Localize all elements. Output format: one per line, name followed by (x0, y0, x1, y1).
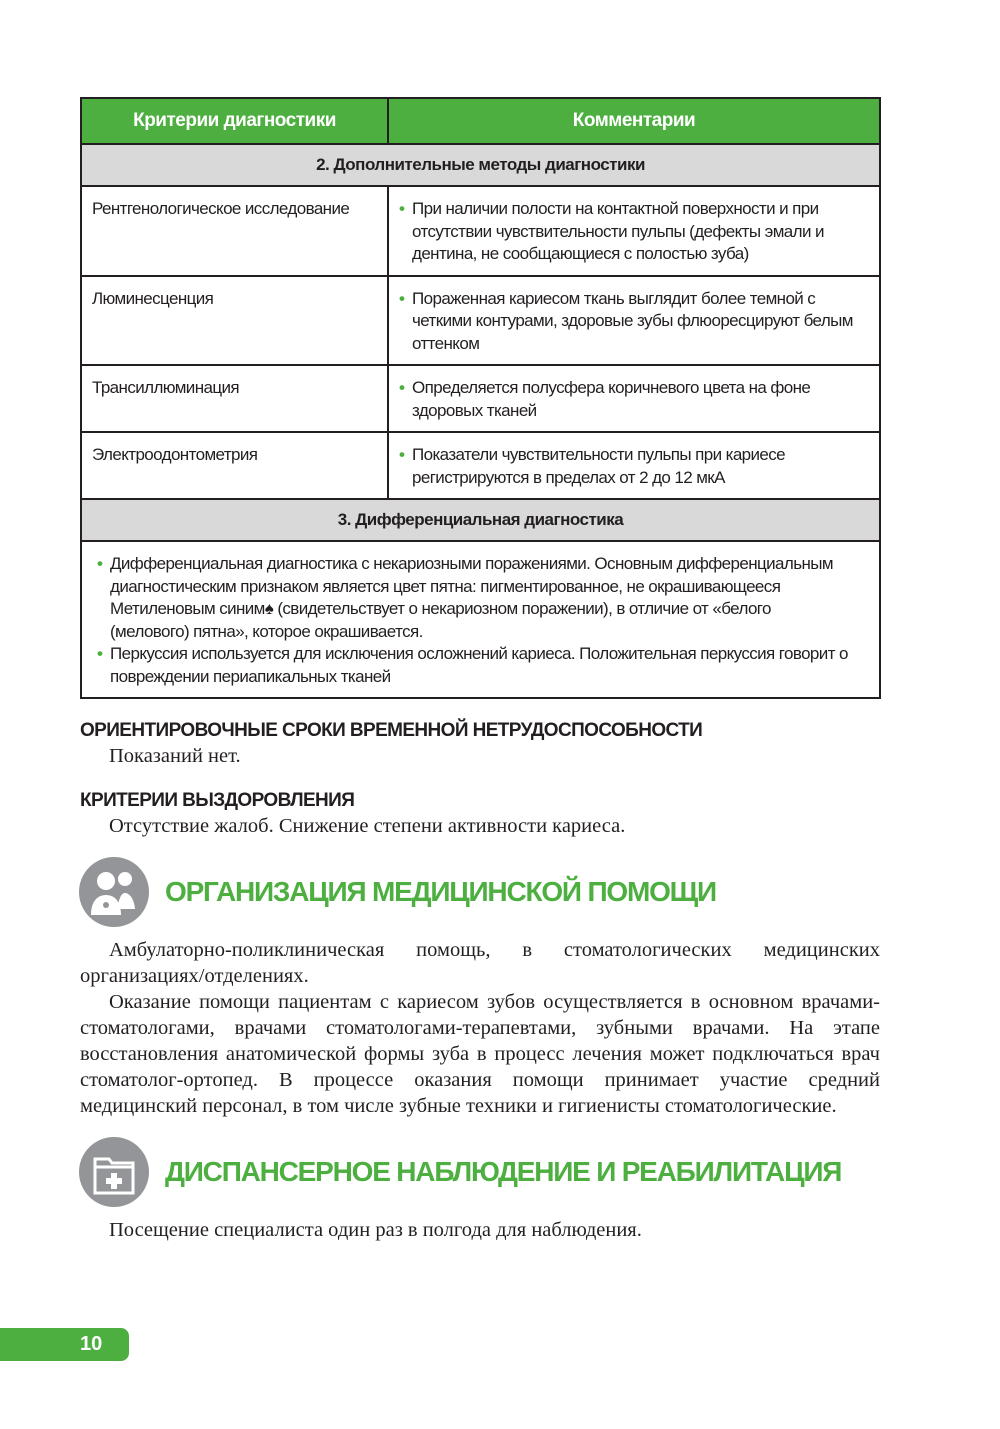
disability-text (80, 743, 880, 769)
section-additional-methods: 2. Дополнительные методы диагностики (81, 144, 880, 186)
comment-cell (388, 276, 880, 366)
disability-heading: ОРИЕНТИРОВОЧНЫЕ СРОКИ ВРЕМЕННОЙ НЕТРУДОСПОСОБНОСТИ (80, 720, 703, 741)
paragraph: Оказание помощи пациентам с кариесом зубов осуществляется в основном врачами-стоматологами, врачами стоматологами-терапевтами, зубными врачами. На этапе восстановления анатомической формы зуба в процесс лечения может подключаться врач стоматолог-ортопед. В процессе оказания помощи принимает участие средний медицинский персонал, в том числе зубные техники и гигиенисты стоматологические. (80, 991, 880, 1117)
comment-text: Пораженная кариесом ткань выглядит более темной с четкими контурами, здоровые зубы флюоресцируют белым оттенком (412, 288, 853, 353)
criterion-cell: Рентгенологическое исследование (81, 186, 388, 276)
table-row (81, 186, 880, 276)
organization-text (80, 937, 880, 1119)
diff-bullet-text: Дифференциальная диагностика с некариозными поражениями. Основным дифференциальным диагностическим признаком является цвет пятна: пигментированное, не окрашивающееся Метиленовым синим♠ (свидетельствует о некариозном поражении), в отличие от «белого (мелового) пятна», которое окрашивается. (110, 554, 833, 641)
header-comments: Комментарии (388, 98, 880, 144)
page-number: 10 (80, 1333, 103, 1355)
diagnostics-table (80, 97, 881, 699)
table-row (81, 365, 880, 432)
page-number-tab (0, 1328, 129, 1361)
paragraph: Посещение специалиста один раз в полгода для наблюдения. (109, 1219, 642, 1241)
table-row (81, 276, 880, 366)
recovery-text (80, 813, 880, 839)
section-differential: 3. Дифференциальная диагностика (81, 499, 880, 541)
table-row (81, 432, 880, 499)
organization-heading: ОРГАНИЗАЦИЯ МЕДИЦИНСКОЙ ПОМОЩИ (165, 876, 716, 907)
differential-cell (81, 541, 880, 698)
bullet-icon: • (399, 288, 405, 308)
bullet-icon: • (399, 378, 405, 397)
medical-folder-icon (79, 1137, 149, 1207)
comment-cell (388, 186, 880, 276)
recovery-heading: КРИТЕРИИ ВЫЗДОРОВЛЕНИЯ (80, 790, 355, 811)
paragraph: Показаний нет. (109, 745, 241, 767)
bullet-icon: • (399, 445, 405, 464)
criterion-cell: Люминесценция (81, 276, 388, 366)
followup-text (80, 1217, 880, 1243)
comment-cell (388, 365, 880, 432)
diff-bullet-text: Перкуссия используется для исключения осложнений кариеса. Положительная перкуссия говорит о повреждении периапикальных тканей (110, 644, 848, 686)
organization-section-header (79, 857, 881, 927)
criterion-cell: Электроодонтометрия (81, 432, 388, 499)
paragraph: Отсутствие жалоб. Снижение степени активности кариеса. (109, 815, 626, 837)
comment-text: Показатели чувствительности пульпы при кариесе регистрируются в пределах от 2 до 12 мкА (412, 445, 786, 487)
doctors-icon (79, 857, 149, 927)
header-criteria: Критерии диагностики (81, 98, 388, 144)
bullet-icon: • (399, 199, 405, 218)
comment-text: При наличии полости на контактной поверхности и при отсутствии чувствительности пульпы (дефекты эмали и дентина, не сообщающиеся с полостью зуба) (412, 199, 824, 263)
comment-cell (388, 432, 880, 499)
bullet-icon: • (97, 554, 103, 573)
page-content (80, 0, 881, 1333)
paragraph: Амбулаторно-поликлиническая помощь, в стоматологических медицинских организациях/отделениях. (80, 939, 880, 987)
criterion-cell: Трансиллюминация (81, 365, 388, 432)
followup-heading: ДИСПАНСЕРНОЕ НАБЛЮДЕНИЕ И РЕАБИЛИТАЦИЯ (165, 1156, 842, 1187)
bullet-icon: • (97, 644, 103, 663)
followup-section-header (79, 1137, 881, 1207)
comment-text: Определяется полусфера коричневого цвета на фоне здоровых тканей (412, 378, 811, 420)
